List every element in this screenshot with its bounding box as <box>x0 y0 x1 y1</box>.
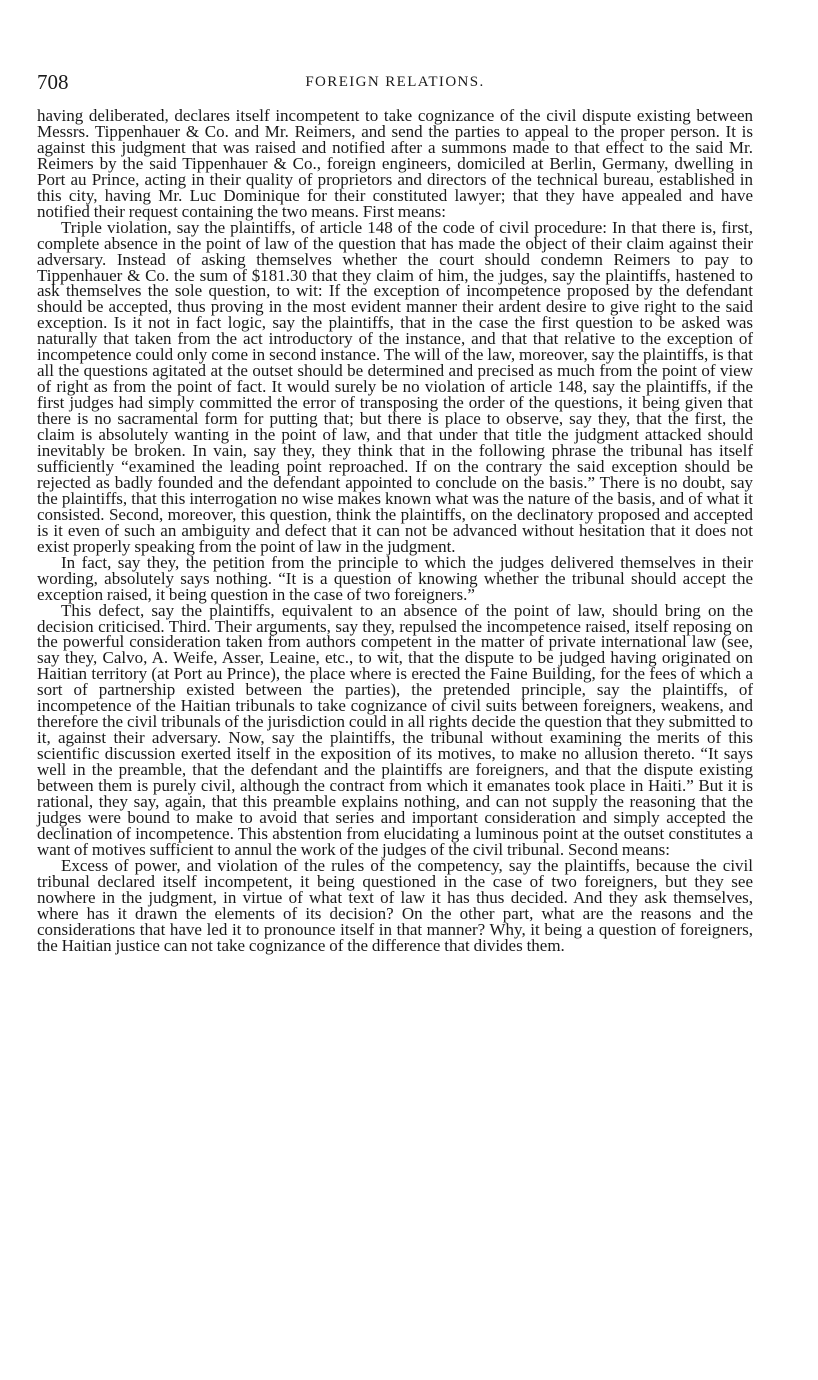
paragraph-second-means: Excess of power, and violation of the rules of the competency, say the plaintiffs, because the civil tribunal declared itself incompetent, it being questioned in the case of two foreigners, but they see nowhere in the judgment, in virtue of what text of law it has thus decided. And they ask themselves, where has it drawn the elements of its decision? On the other part, what are the reasons and the considerations that have led it to pronounce itself in that manner? Why, it being a question of foreigners, the Haitian justice can not take cognizance of the difference that divides them. <box>37 855 753 955</box>
body-text <box>37 108 753 954</box>
paragraph-first-means: Triple violation, say the plaintiffs, of article 148 of the code of civil procedure: In that there is, first, complete absence in the point of law of the question that has made the object of their claim against their adversary. Instead of asking themselves whether the court should condemn Reimers to pay to Tippenhauer & Co. the sum of $181.30 that they claim of him, the judges, say the plaintiffs, hastened to ask themselves the sole question, to wit: If the exception of incompetence proposed by the defendant should be accepted, thus proving in the most evident manner their ardent desire to give right to the said exception. Is it not in fact logic, say the plaintiffs, that in the case the first question to be asked was naturally that taken from the act introductory of the instance, and that that relative to the exception of incompetence could only come in second instance. The will of the law, moreover, say the plaintiffs, is that all the questions agitated at the outset should be determined and precised as much from the point of view of right as from the point of fact. It would surely be no violation of article 148, say the plaintiffs, if the first judges had simply committed the error of transposing the order of the questions, it being given that there is no sacramental form for putting that; but there is place to observe, say they, that the first, the claim is absolutely wanting in the point of law, and that under that title the judgment attacked should inevitably be broken. In vain, say they, they think that in the following phrase the tribunal has itself sufficiently “examined the leading point reproached. If on the contrary the said exception should be rejected as badly founded and the defendant appointed to conclude on the basis.” There is no doubt, say the plaintiffs, that this interrogation no wise makes known what was the nature of the basis, and of what it consisted. Second, moreover, this question, think the plaintiffs, on the declinatory proposed and accepted is it even of such an ambiguity and defect that it can not be advanced without hesitation that it does not exist properly speaking from the point of law in the judgment. <box>37 217 753 556</box>
running-title: FOREIGN RELATIONS. <box>305 74 485 90</box>
paragraph-continued: having deliberated, declares itself incompetent to take cognizance of the civil dispute existing between Messrs. Tippenhauer & Co. and Mr. Reimers, and send the parties to appeal to the proper person. It is against this judgment that was raised and notified after a summons made to that effect to the said Mr. Reimers by the said Tippenhauer & Co., foreign engineers, domiciled at Berlin, Germany, dwelling in Port au Prince, acting in their quality of proprietors and directors of the technical bureau, established in this city, having Mr. Luc Dominique for their constituted lawyer; that they have appealed and have notified their request containing the two means. First means: <box>37 106 753 221</box>
running-header <box>37 70 753 94</box>
paragraph-petition: In fact, say they, the petition from the principle to which the judges delivered themselves in their wording, absolutely says nothing. “It is a question of knowing whether the tribunal should accept the exception raised, it being question in the case of two foreigners.” <box>37 552 753 604</box>
document-page <box>37 70 753 954</box>
page-number: 708 <box>37 70 69 94</box>
paragraph-defect: This defect, say the plaintiffs, equivalent to an absence of the point of law, should bring on the decision criticised. Third. Their arguments, say they, repulsed the incompetence raised, itself reposing on the powerful consideration taken from authors competent in the matter of private international law (see, say they, Calvo, A. Weife, Asser, Leaine, etc., to wit, that the dispute to be judged having originated on Haitian territory (at Port au Prince), the place where is erected the Faine Building, for the fees of which a sort of partnership existed between the parties), the pretended principle, say the plaintiffs, of incompetence of the Haitian tribunals to take cognizance of civil suits between foreigners, weakens, and therefore the civil tribunals of the jurisdiction could in all rights decide the question that they submitted to it, against their adversary. Now, say the plaintiffs, the tribunal without examining the merits of this scientific discussion exerted itself in the exposition of its motives, to make no allusion thereto. “It says well in the preamble, that the defendant and the plaintiffs are foreigners, and that the dispute existing between them is purely civil, although the contract from which it emanates took place in Haiti.” But it is rational, they say, again, that this preamble explains nothing, and can not supply the reasoning that the judges were bound to make to avoid that series and important consideration and simply accepted the declination of incompetence. This abstention from elucidating a luminous point at the outset constitutes a want of motives sufficient to annul the work of the judges of the civil tribunal. Second means: <box>37 600 753 859</box>
